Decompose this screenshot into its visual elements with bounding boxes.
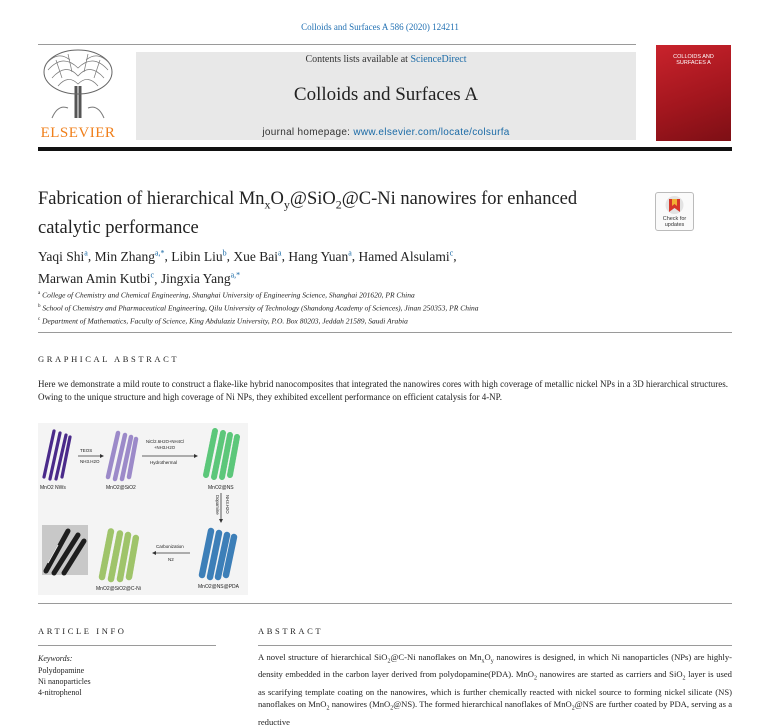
tem-inset bbox=[42, 525, 88, 575]
step2-bottom: Hydrothermal bbox=[150, 460, 178, 465]
title-part: @C-Ni nanowires for enhanced bbox=[341, 189, 578, 209]
article-title bbox=[38, 188, 638, 240]
graphical-abstract-figure[interactable] bbox=[38, 423, 248, 595]
graphical-abstract-heading: GRAPHICAL ABSTRACT bbox=[38, 354, 180, 364]
title-part: O bbox=[270, 189, 284, 209]
elsevier-logo[interactable] bbox=[38, 48, 118, 142]
homepage-prefix: journal homepage: bbox=[262, 127, 354, 138]
mno2-nanowires bbox=[44, 431, 70, 479]
step4-bottom: N2 bbox=[168, 557, 174, 562]
keyword[interactable]: Ni nanoparticles bbox=[38, 677, 91, 686]
step3-dopamine: Dopamine bbox=[215, 495, 220, 515]
step2-line2: +NH3.H2O bbox=[154, 445, 176, 450]
graphical-abstract-text: Here we demonstrate a mild route to construct a flake-like hybrid nanocomposites that integrated the nanowires cores with high coverage of metallic nickel NPs in a 3D hierarchical structures. Owing to the unique structure and high coverage of Ni NPs, they exhibited excellent performance on efficient catalysis for 4-NP. bbox=[38, 379, 729, 402]
contents-line bbox=[136, 54, 636, 65]
title-part: @SiO bbox=[289, 189, 336, 209]
contents-prefix: Contents lists available at bbox=[305, 54, 411, 65]
journal-citation[interactable]: Colloids and Surfaces A 586 (2020) 124211 bbox=[301, 22, 459, 32]
section-rule bbox=[38, 603, 732, 604]
pda-coated-nanowires bbox=[202, 531, 234, 577]
title-part: Fabrication of hierarchical Mn bbox=[38, 189, 265, 209]
homepage-link[interactable]: www.elsevier.com/locate/colsurfa bbox=[353, 127, 510, 138]
abstract-heading: ABSTRACT bbox=[258, 626, 324, 636]
check-for-updates-badge[interactable] bbox=[655, 192, 694, 231]
abstract-rule bbox=[258, 645, 732, 646]
title-sub: y bbox=[283, 197, 290, 212]
label-cni: MnO2@SiO2@C-Ni bbox=[96, 586, 141, 592]
keyword[interactable]: 4-nitrophenol bbox=[38, 688, 82, 697]
bookmark-icon bbox=[656, 193, 693, 217]
check-for-updates-label: Check for updates bbox=[662, 216, 687, 228]
step2-line1: NiCl2.6H2O+NH4Cl bbox=[146, 439, 185, 444]
label-pda: MnO2@NS@PDA bbox=[198, 584, 239, 590]
author[interactable]: Xue Bai$^a$ bbox=[233, 248, 282, 264]
step3-nh3: NH3.H2O bbox=[225, 495, 230, 514]
title-sub: 2 bbox=[335, 197, 342, 212]
author-list bbox=[38, 243, 728, 288]
section-rule bbox=[38, 332, 732, 333]
journal-homepage bbox=[136, 127, 636, 138]
elsevier-tree-icon bbox=[38, 48, 118, 120]
article-info-heading: ARTICLE INFO bbox=[38, 626, 127, 636]
keyword[interactable]: Polydopamine bbox=[38, 666, 85, 675]
authors-line-1: Yaqi Shi$^a$, Min Zhang$^{a,*}$, Libin Liu$^b$, Xue Bai$^a$, Hang Yuan$^a$, Hamed Alsulami$^c$, bbox=[38, 248, 457, 264]
step1-top: TEOS bbox=[80, 448, 93, 453]
author[interactable]: Jingxia Yang$^{a,*}$ bbox=[160, 270, 241, 286]
affiliation: $^c$ Department of Mathematics, Faculty of Science, King Abdulaziz University, P.O. Box 80203, Jeddah 21589, Saudi Arabia bbox=[38, 316, 408, 326]
header-thick-rule bbox=[38, 147, 732, 151]
authors-line-2: Marwan Amin Kutbi$^c$, Jingxia Yang$^{a,*}$ bbox=[38, 270, 241, 286]
author[interactable]: Marwan Amin Kutbi$^c$ bbox=[38, 270, 155, 286]
affiliation: $^b$ School of Chemistry and Pharmaceutical Engineering, Qilu University of Technology (Shandong Academy of Sciences), Jinan 250353, PR China bbox=[38, 303, 479, 313]
title-sub: x bbox=[264, 197, 271, 212]
author[interactable]: Min Zhang$^{a,*}$ bbox=[94, 248, 165, 264]
author[interactable]: Hang Yuan$^a$ bbox=[288, 248, 352, 264]
journal-title: Colloids and Surfaces A bbox=[293, 84, 479, 105]
title-line-2: catalytic performance bbox=[38, 217, 199, 238]
elsevier-wordmark: ELSEVIER bbox=[40, 125, 116, 141]
label-sio2: MnO2@SiO2 bbox=[106, 485, 136, 491]
step1-bottom: NH3.H2O bbox=[80, 459, 100, 464]
cover-title: COLLOIDS AND SURFACES A bbox=[673, 54, 714, 66]
keywords-label: Keywords: bbox=[38, 654, 73, 663]
label-ns: MnO2@NS bbox=[208, 485, 234, 491]
sciencedirect-link[interactable]: ScienceDirect bbox=[410, 54, 467, 65]
sio2-coated-nanowires bbox=[108, 433, 136, 479]
cni-nanowires bbox=[102, 531, 136, 579]
affiliation: $^a$ College of Chemistry and Chemical Engineering, Shanghai University of Engineering Science, Shanghai 201620, PR China bbox=[38, 290, 415, 300]
label-mno2: MnO2 NWs bbox=[40, 485, 66, 491]
author[interactable]: Hamed Alsulami$^c$ bbox=[358, 248, 454, 264]
journal-cover-thumbnail[interactable] bbox=[656, 45, 731, 141]
author[interactable]: Yaqi Shi$^a$ bbox=[38, 248, 88, 264]
step4-top: Carbonization bbox=[156, 544, 184, 549]
ns-nanowires bbox=[206, 431, 237, 477]
article-info-rule bbox=[38, 645, 216, 646]
header-rule bbox=[38, 44, 636, 45]
author[interactable]: Libin Liu$^b$ bbox=[171, 248, 227, 264]
affiliations bbox=[38, 288, 728, 327]
abstract-text: A novel structure of hierarchical SiO$_2$@C-Ni nanoflakes on $Mn_xO_y$ nanowires is designed, in which Ni nanoparticles (NPs) are highly-density embedded in the carbon layer derived from polydopamine(PDA). MnO$_2$ nanowires are started as carriers and SiO$_2$ layer is used as scarifying template coating on the nanowires, which is further chemically reacted with nickel source to forming nickel silicate (NS) nanoflakes on MnO$_2$ nanowires (MnO$_2$@NS). The formed hierarchical nanoflakes of MnO$_2$@NS are further coated by PDA, serving as a reductive bbox=[258, 652, 733, 727]
